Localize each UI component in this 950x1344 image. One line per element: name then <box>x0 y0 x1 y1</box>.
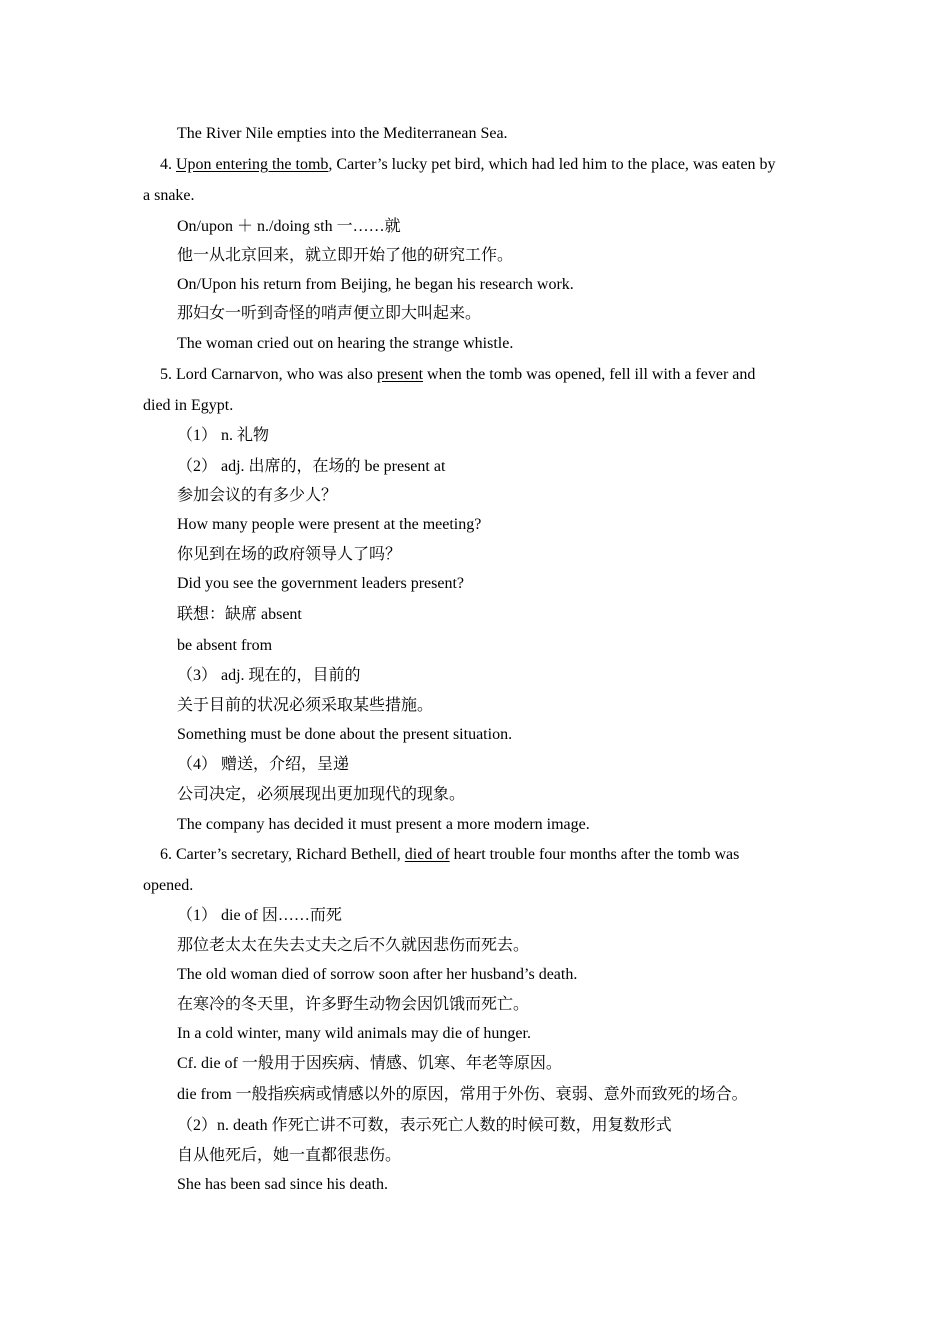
text-line: 在寒冷的冬天里，许多野生动物会因饥饿而死亡。 <box>177 996 530 1013</box>
underlined-phrase: present <box>376 366 424 383</box>
sentence-item-6 <box>160 845 739 865</box>
text-line: 联想：缺席 absent <box>177 606 302 623</box>
text-line: be absent from <box>177 637 273 654</box>
text-line: She has been sad since his death. <box>177 1176 389 1193</box>
text-line: The company has decided it must present a more modern image. <box>177 816 590 833</box>
text-line: （3） adj. 现在的，目前的 <box>177 667 361 684</box>
text-line: On/Upon his return from Beijing, he began his research work. <box>177 276 574 293</box>
sentence-text: , Carter’s lucky pet bird, which had led him to the place, was eaten by <box>328 156 776 173</box>
text-line: Did you see the government leaders present? <box>177 575 465 592</box>
text-line: 自从他死后，她一直都很悲伤。 <box>177 1147 402 1164</box>
sentence-item-5 <box>160 365 755 385</box>
text-line: 那妇女一听到奇怪的哨声便立即大叫起来。 <box>177 305 482 322</box>
text-line: opened. <box>143 877 194 894</box>
text-line: The old woman died of sorrow soon after her husband’s death. <box>177 966 578 983</box>
sentence-text: when the tomb was opened, fell ill with a fever and <box>423 366 756 383</box>
text-line: Cf. die of 一般用于因疾病、情感、饥寒、年老等原因。 <box>177 1055 562 1072</box>
text-line: 参加会议的有多少人？ <box>177 487 338 504</box>
sentence-item-4 <box>160 155 776 175</box>
text-line: （4） 赠送，介绍，呈递 <box>177 756 350 773</box>
text-line: （2） adj. 出席的，在场的 be present at <box>177 458 446 475</box>
text-line: On/upon ＋ n./doing sth 一……就 <box>177 218 401 235</box>
item-number: 4. <box>160 156 176 173</box>
text-line: 公司决定，必须展现出更加现代的现象。 <box>177 786 466 803</box>
text-line: die from 一般指疾病或情感以外的原因，常用于外伤、衰弱、意外而致死的场合。 <box>177 1086 748 1103</box>
text-line: How many people were present at the meeting? <box>177 516 482 533</box>
sentence-text: heart trouble four months after the tomb was <box>449 846 740 863</box>
text-line: （1） n. 礼物 <box>177 427 270 444</box>
text-line: a snake. <box>143 187 195 204</box>
text-line: The woman cried out on hearing the strange whistle. <box>177 335 514 352</box>
text-line: The River Nile empties into the Mediterranean Sea. <box>177 125 508 142</box>
text-line: 他一从北京回来，就立即开始了他的研究工作。 <box>177 247 514 264</box>
sentence-text: 6. Carter’s secretary, Richard Bethell, <box>160 846 405 863</box>
text-line: 那位老太太在失去丈夫之后不久就因悲伤而死去。 <box>177 937 530 954</box>
text-line: Something must be done about the present situation. <box>177 726 513 743</box>
text-line: 你见到在场的政府领导人了吗？ <box>177 546 402 563</box>
text-line: died in Egypt. <box>143 397 234 414</box>
text-line: 关于目前的状况必须采取某些措施。 <box>177 697 434 714</box>
underlined-phrase: Upon entering the tomb <box>176 156 329 173</box>
text-line: （1） die of 因……而死 <box>177 907 342 924</box>
sentence-text: 5. Lord Carnarvon, who was also <box>160 366 377 383</box>
underlined-phrase: died of <box>404 846 450 863</box>
text-line: In a cold winter, many wild animals may die of hunger. <box>177 1025 531 1042</box>
text-line: （2）n. death 作死亡讲不可数，表示死亡人数的时候可数，用复数形式 <box>177 1117 672 1134</box>
